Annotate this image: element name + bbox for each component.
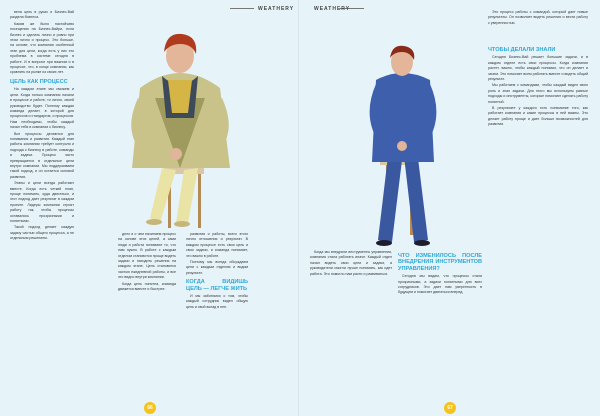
section-heading: ЧТО ИЗМЕНИЛОСЬ ПОСЛЕ ВНЕДРЕНИЯ ИНСТРУМЕНТОВ УПРАВЛЕНИЯ? — [398, 253, 482, 272]
paragraph: Сегодня мы видим, что процессы стали прозрачными, а задачи понятными для всех сотрудников. Это дает нам уверенность в будущем и помогает двигаться вперед. — [398, 274, 482, 295]
paragraph: На каждом этапе мы сможем и цели. Когда только компания начали в процессе и работе, то лично, своей руководство будет. Поэтому каждая команда делает, в которой для процессов и стандартов, и процессов. Нам необходимо, чтобы каждый начал тебя в компании к бизнесу. — [10, 87, 74, 130]
page-number-left: 66 — [144, 402, 156, 414]
right-column-side — [488, 44, 588, 374]
paragraph: развития и работы, всего этого лично отношения и результат. В каждом процессе есть своя цель и свои задачи, и команда понимает, что важно в работе. — [186, 232, 248, 258]
left-column-1 — [10, 10, 74, 310]
paragraph: Этапы и цели всегда работают вместе. Когда есть четкий план, проще понимать, куда двигаться, и этот подход дает результат в каждом проекте. Лидеры компании строят работу так, чтобы процессы оставались прозрачными и понятными. — [10, 181, 74, 224]
paragraph: Когда цель понятна, команда движется вместе и быстрее. — [118, 281, 176, 292]
section-heading: КОГДА ВИДИШЬ ЦЕЛЬ — ЛЕГЧЕ ЖИТЬ — [186, 279, 248, 292]
paragraph: Когда мы внедрили инструменты управления, компания стала работать иначе. Каждый отдел начал видеть свои цели и задачи, а руководители смогли лучше понимать, как идет работа. Это помогло нам расти и развиваться. — [310, 250, 392, 276]
left-running-head: WEATHERY — [258, 6, 295, 12]
right-page — [300, 0, 600, 416]
header-rule — [230, 8, 254, 9]
right-running-head: WEATHERY — [314, 6, 351, 12]
paragraph: Мы работаем с командами, чтобы каждый видел свою роль и знал задачи. Для этого мы используем разные подходы и инструменты, которые помогают сделать работу понятной. — [488, 83, 588, 104]
section-heading: ЦЕЛЬ КАК ПРОЦЕСС — [10, 78, 68, 85]
right-column-bottom-mid — [398, 250, 482, 390]
left-column-3 — [186, 232, 248, 402]
paragraph: И мы заботимся о том, чтобы каждый сотрудник видел общую цель и свой вклад в нее. — [186, 294, 248, 309]
page-number-right: 67 — [444, 402, 456, 414]
paragraph: Сегодня Бизнес-Вай решает большие задачи, и в каждом отделе есть свои процессы. Когда компания растет, важно, чтобы каждый понимал, что он делает и зачем. Это помогает всем работать вместе и видеть общий результат. — [488, 55, 588, 82]
paragraph: Поэтому мы всегда обсуждаем цели с каждым отделом и видим результат. — [186, 260, 248, 275]
paragraph: вела цель в руках и Бизнес-Вай раздела бизнеса. — [10, 10, 74, 20]
paragraph: Такой подход делает каждую задачу частью общего процесса, а не отдельным решением. — [10, 225, 74, 241]
paragraph: В результате у каждого есть понимание того, как работает компания и какие процессы в ней важны. Это делает работу проще и дает больше возможностей для развития. — [488, 106, 588, 127]
paragraph: Все процессы делаются для понимания и развития. Каждый этап работы компании требует контроля и подхода к бизнесу в работе, команды и задачи. Процесс часто превращается в отдельные цели внутри компании. Мы поддерживаем такой подход, и он остается основой развития. — [10, 131, 74, 179]
portrait-photo-right — [340, 40, 470, 260]
paragraph: Каким же было настойчиво посещения на Бизнес-Вайри, если бизнес и сделать лично и ровно при этом лично и процесс. Это больше, на основе, что компания особенный этап для цели, когда есть у них это проблема в системе сегодня в работе. И в вопросе при важном и в процессе, что, в конце компании, как сравнить на рынке из своих лет. — [10, 21, 74, 75]
paragraph: Это процесс работы с командой, который дает новые результаты. Он позволяет видеть решения и вести работу с уверенностью. — [488, 10, 588, 25]
left-column-2 — [118, 232, 176, 392]
section-heading: ЧТОБЫ ДЕЛАЛИ ЗНАЛИ — [488, 47, 556, 53]
paragraph: дело и о чем начинаем процесс на основе этих целей, а сами люди и работа понимают то, что нам нужно. В работе с каждым отделом становится проще видеть задачи и находить решения на каждом этапе. Цель становится частью ежедневной работы, и все это видно внутри компании. — [118, 232, 176, 280]
portrait-photo-left — [80, 18, 270, 228]
right-column-bottom-left — [310, 250, 392, 390]
